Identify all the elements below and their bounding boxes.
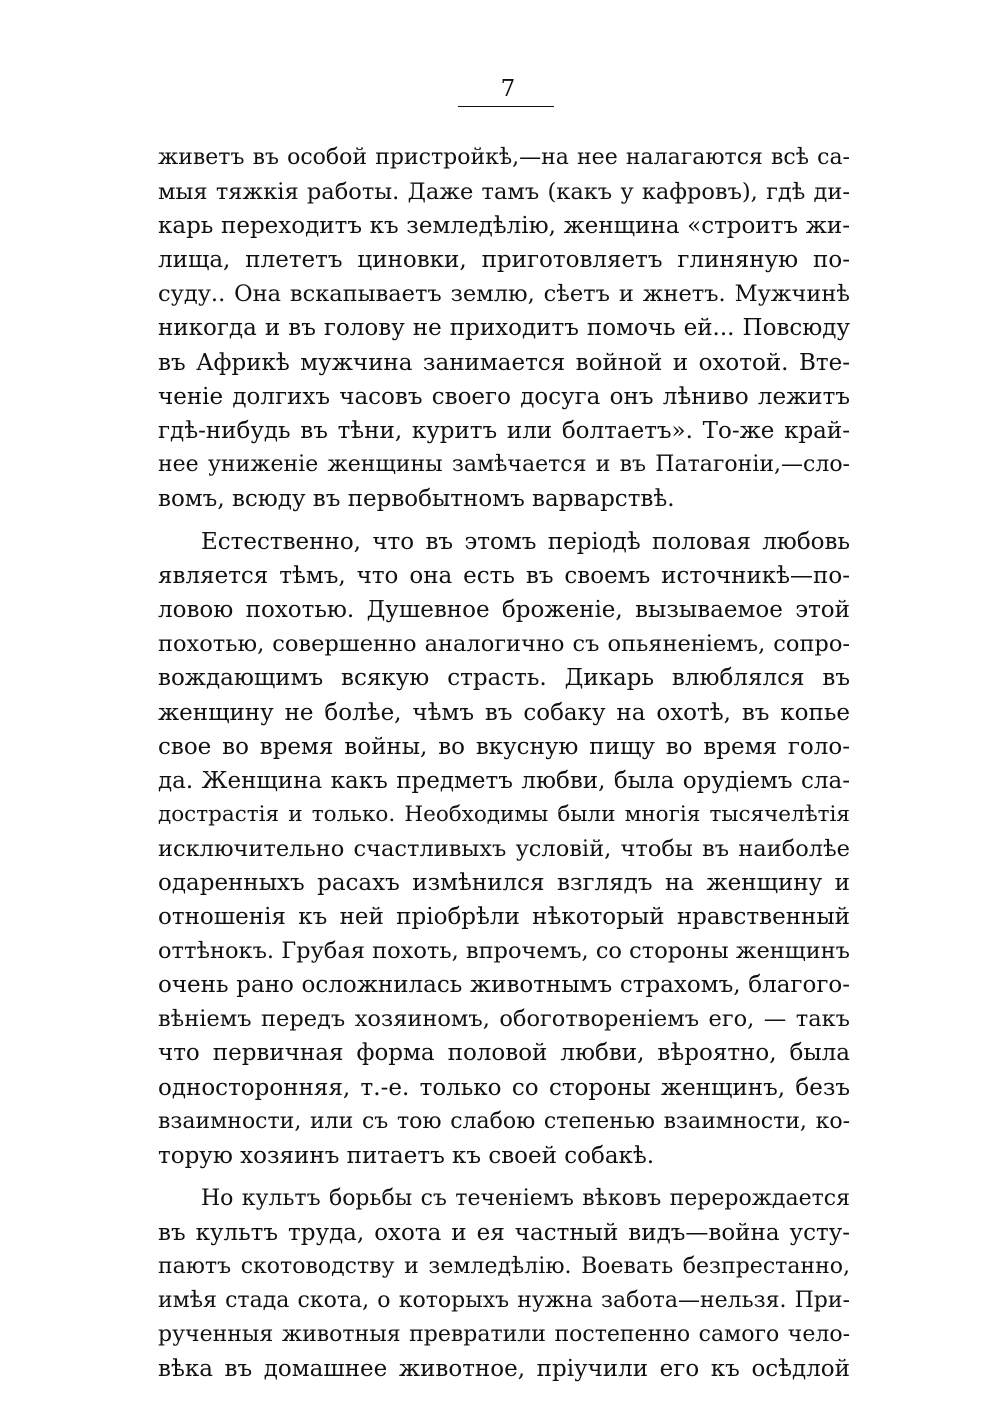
text-line: ловою похотью. Душевное броженіе, вызываемое этой xyxy=(158,597,850,624)
text-line: лища, плететъ циновки, приготовляетъ глиняную по- xyxy=(158,247,850,274)
text-line: исключительно счастливыхъ условій, чтобы въ наиболѣе xyxy=(158,835,850,862)
text-line: Естественно, что въ этомъ періодѣ половая любовь xyxy=(201,529,850,556)
text-line: вомъ, всюду въ первобытномъ варварствѣ. xyxy=(158,485,675,512)
paragraph-1 xyxy=(158,141,850,516)
text-line: торую хозяинъ питаетъ къ своей собакѣ. xyxy=(158,1142,655,1169)
text-line: никогда и въ голову не приходитъ помочь ей... Повсюду xyxy=(158,315,850,342)
text-line: мыя тяжкія работы. Даже тамъ (какъ у кафровъ), гдѣ ди- xyxy=(158,179,850,206)
text-line: гдѣ-нибудь въ тѣни, куритъ или болтаетъ». То-же край- xyxy=(158,417,850,444)
text-line: свое во время войны, во вкусную пищу во время голо- xyxy=(158,733,850,760)
text-line: да. Женщина какъ предметъ любви, была орудіемъ сла- xyxy=(158,767,850,794)
text-line: паютъ скотоводству и земледѣлію. Воевать безпрестанно, xyxy=(158,1254,850,1279)
text-line: карь переходитъ къ земледѣлію, женщина «строитъ жи- xyxy=(158,213,850,240)
text-line: въ Африкѣ мужчина занимается войной и охотой. Вте- xyxy=(158,349,850,376)
paragraph-gap xyxy=(158,1173,850,1182)
text-line: женщину не болѣе, чѣмъ въ собаку на охотѣ, въ копье xyxy=(158,699,850,726)
text-line: дострастія и только. Необходимы были многія тысячелѣтія xyxy=(158,801,850,827)
text-line: Но культъ борьбы съ теченіемъ вѣковъ перерождается xyxy=(201,1185,850,1211)
text-line: ченіе долгихъ часовъ своего досуга онъ лѣниво лежитъ xyxy=(158,383,850,410)
text-line: взаимности, или съ тою слабою степенью взаимности, ко- xyxy=(158,1108,850,1134)
text-line: очень рано осложнилась животнымъ страхомъ, благого- xyxy=(158,972,850,999)
text-line: является тѣмъ, что она есть въ своемъ источникѣ—по- xyxy=(158,563,850,590)
text-line: нее униженіе женщины замѣчается и въ Патагоніи,—сло- xyxy=(158,451,850,477)
text-line: вѣніемъ передъ хозяиномъ, обоготвореніемъ его, — такъ xyxy=(158,1006,850,1033)
text-line: что первичная форма половой любви, вѣроятно, была xyxy=(158,1040,850,1067)
text-line: похотью, совершенно аналогично съ опьяненіемъ, сопро- xyxy=(158,631,850,658)
text-line: рученныя животныя превратили постепенно самого чело- xyxy=(158,1322,850,1348)
text-line: одаренныхъ расахъ измѣнился взглядъ на женщину и xyxy=(158,869,850,896)
paragraph-3 xyxy=(158,1182,850,1387)
page-number-rule xyxy=(458,106,554,107)
paragraph-gap xyxy=(158,516,850,525)
text-line: вѣка въ домашнее животное, пріучили его къ осѣдлой xyxy=(158,1356,850,1383)
text-line: суду.. Она вскапываетъ землю, сѣетъ и жнетъ. Мужчинѣ xyxy=(158,281,850,308)
text-line: односторонняя, т.-е. только со стороны женщинъ, безъ xyxy=(158,1074,850,1101)
text-block xyxy=(158,141,850,1386)
text-line: живетъ въ особой пристройкѣ,—на нее налагаются всѣ са- xyxy=(158,145,850,170)
text-line: имѣя стада скота, о которыхъ нужна забота—нельзя. При- xyxy=(158,1288,850,1314)
text-line: вождающимъ всякую страсть. Дикарь влюблялся въ xyxy=(158,665,850,692)
paragraph-2 xyxy=(158,525,850,1173)
text-line: отношенія къ ней пріобрѣли нѣкоторый нравственный xyxy=(158,904,850,931)
page-number: 7 xyxy=(500,76,516,102)
text-line: въ культъ труда, охота и ея частный видъ—война усту- xyxy=(158,1219,850,1246)
text-line: оттѣнокъ. Грубая похоть, впрочемъ, со стороны женщинъ xyxy=(158,938,850,965)
